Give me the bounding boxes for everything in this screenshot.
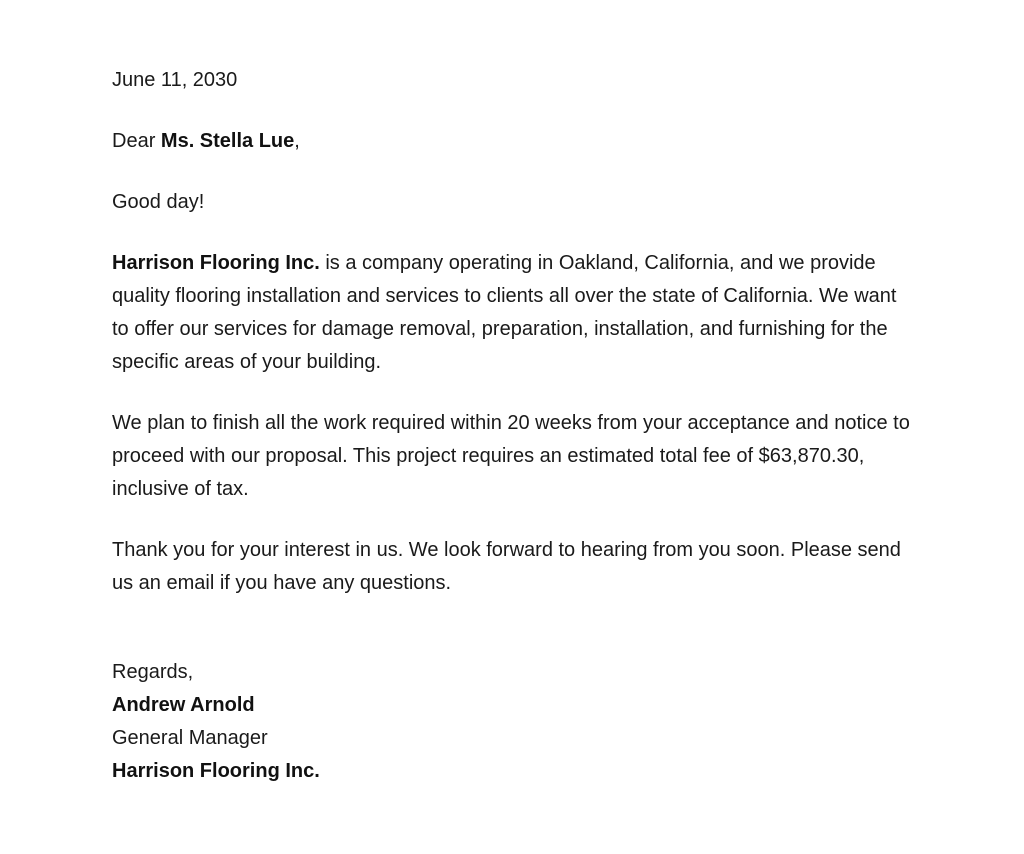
signature-spacer <box>112 628 912 656</box>
signature-block <box>112 656 912 788</box>
company-name-inline: Harrison Flooring Inc. <box>112 252 320 274</box>
signer-name: Andrew Arnold <box>112 694 255 716</box>
closing-word: Regards, <box>112 661 194 683</box>
greeting-prefix: Dear <box>112 130 161 152</box>
greeting-line <box>112 125 912 158</box>
greeting-suffix: , <box>294 130 300 152</box>
paragraph-intro-text: is a company operating in Oakland, California, and we provide quality flooring installation and services to clients all over the state of California. We want to offer our services for damage removal, preparation, installation, and furnishing for the specific areas of your building. <box>112 252 897 373</box>
signer-company: Harrison Flooring Inc. <box>112 760 320 782</box>
paragraph-schedule: We plan to finish all the work required within 20 weeks from your acceptance and notice to proceed with our proposal. This project requires an estimated total fee of $63,870.30, inclusive of tax. <box>112 412 910 500</box>
signer-title: General Manager <box>112 727 268 749</box>
paragraph-intro <box>112 247 912 379</box>
letter-date: June 11, 2030 <box>112 69 238 91</box>
recipient-name: Ms. Stella Lue <box>160 130 295 152</box>
opening-line: Good day! <box>112 191 205 213</box>
paragraph-closing: Thank you for your interest in us. We look forward to hearing from you soon. Please send us an email if you have any questions. <box>112 539 901 594</box>
letter-body <box>112 64 912 788</box>
